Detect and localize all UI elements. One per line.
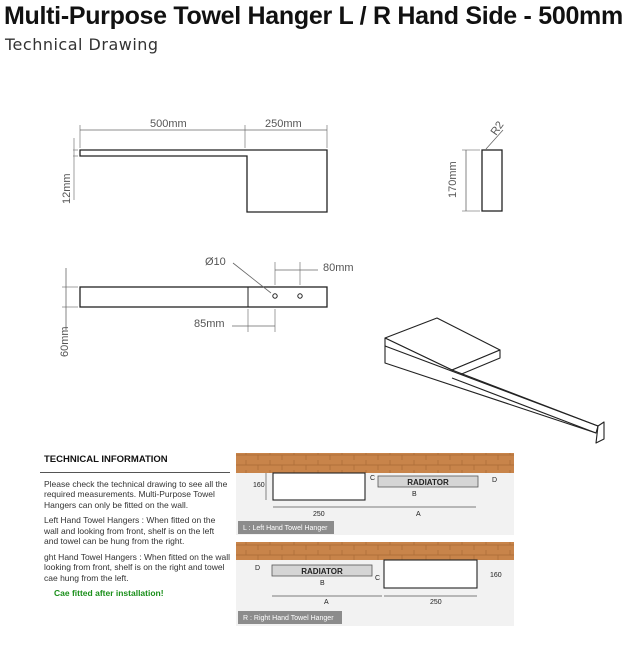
right-shelf-label: 250 bbox=[430, 599, 442, 606]
dim-170-label: 170mm bbox=[447, 161, 459, 198]
left-b-label: B bbox=[412, 491, 417, 498]
right-b-label: B bbox=[320, 580, 325, 587]
left-caption: L : Left Hand Towel Hanger bbox=[243, 525, 328, 532]
right-a-label: A bbox=[324, 599, 329, 606]
left-hand-installation bbox=[236, 453, 514, 535]
dim-500-label: 500mm bbox=[150, 118, 187, 130]
right-towel-hanger bbox=[384, 560, 477, 588]
info-paragraph-1: Please check the technical drawing to see all the required measurements. Multi-Purpose Towel Hangers can only be fitted on the wall. bbox=[44, 478, 228, 510]
front-view-outline bbox=[80, 287, 327, 307]
top-view-outline bbox=[80, 150, 327, 212]
right-c-label: C bbox=[375, 575, 381, 582]
dim-80-label: 80mm bbox=[323, 262, 354, 274]
dim-12-label: 12mm bbox=[61, 173, 73, 204]
right-height-label: 160 bbox=[490, 572, 502, 579]
hole-right bbox=[298, 294, 302, 298]
right-caption: R : Right Hand Towel Hanger bbox=[243, 615, 334, 622]
page-title: Multi-Purpose Towel Hanger L / R Hand Side - 500mm bbox=[4, 2, 623, 30]
side-view bbox=[447, 119, 507, 211]
page-subtitle: Technical Drawing bbox=[5, 35, 159, 54]
right-radiator-label: RADIATOR bbox=[301, 567, 343, 576]
info-warning: Cae fitted after installation! bbox=[54, 588, 164, 598]
isometric-view bbox=[385, 318, 604, 443]
info-paragraph-3: ght Hand Towel Hangers : When fitted on the wall looking from front, shelf is on the right and towel cae hung from the left. bbox=[44, 551, 231, 583]
top-view bbox=[61, 118, 327, 212]
info-divider bbox=[40, 472, 230, 473]
right-hand-installation bbox=[236, 542, 514, 626]
hole-left bbox=[273, 294, 277, 298]
info-heading: TECHNICAL INFORMATION bbox=[44, 454, 168, 465]
left-radiator-label: RADIATOR bbox=[407, 478, 449, 487]
left-d-label: D bbox=[492, 477, 498, 484]
left-towel-hanger bbox=[273, 473, 365, 500]
left-shelf-label: 250 bbox=[313, 511, 325, 518]
front-view bbox=[59, 256, 354, 357]
dim-250-label: 250mm bbox=[265, 118, 302, 130]
side-view-outline bbox=[482, 150, 502, 211]
dim-85-label: 85mm bbox=[194, 318, 225, 330]
dim-r2-label: R2 bbox=[488, 119, 507, 138]
dim-60-label: 60mm bbox=[59, 326, 71, 357]
dim-hole-label: Ø10 bbox=[205, 256, 226, 268]
left-height-label: 160 bbox=[253, 482, 265, 489]
left-a-label: A bbox=[416, 511, 421, 518]
technical-information bbox=[40, 455, 230, 599]
right-d-label: D bbox=[255, 565, 261, 572]
info-paragraph-2: Left Hand Towel Hangers : When fitted on the wall and looking from front, shelf is on the left and towel can be hung from the right. bbox=[44, 515, 216, 546]
left-c-label: C bbox=[370, 475, 376, 482]
